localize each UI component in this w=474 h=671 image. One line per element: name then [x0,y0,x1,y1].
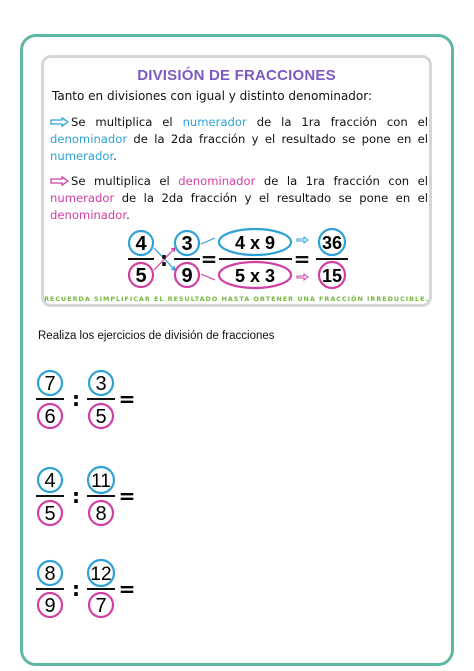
exercise-a-denominator: 6 [44,406,56,428]
rule-text: de la 2da fracción y el resultado se pone en el [127,132,428,146]
exercise-b-numerator: 3 [95,373,107,395]
keyword-numerator: numerador [182,115,247,129]
rule-text: de la 1ra fracción con el [255,174,428,188]
example-product-denominator: 5 x 3 [234,266,276,286]
rule-card [41,55,432,307]
division-sign: : [72,577,80,601]
arrow-right-icon [201,238,215,244]
keyword-denominator: denominador [50,132,128,146]
exercise-a-denominator: 9 [44,595,56,617]
card-title: DIVISIÓN DE FRACCIONES [137,67,336,84]
rule-text: de la 1ra fracción con el [246,115,428,129]
exercise-3 [30,558,150,630]
exercise-a-numerator: 4 [44,470,56,492]
division-sign: : [160,247,168,271]
rule-denominator [50,173,428,224]
exercise-b-numerator: 11 [91,471,111,492]
exercise-b-denominator: 7 [95,595,107,617]
equals-sign: = [293,247,311,271]
arrow-right-icon [50,176,69,186]
exercise-a-numerator: 8 [44,563,56,585]
exercise-b-denominator: 5 [95,406,107,428]
equals-sign: = [118,484,136,508]
example-b-denominator: 9 [181,265,193,287]
rule-text: de la 2da fracción y el resultado se pone en el [114,191,428,205]
equals-sign: = [118,387,136,411]
example-result-denominator: 15 [321,266,343,286]
equals-sign: = [118,577,136,601]
exercise-b-denominator: 8 [95,503,107,525]
intro-text: Tanto en divisiones con igual y distinto denominador: [52,89,373,103]
arrow-right-icon [297,237,308,243]
rule-text: . [126,208,130,222]
exercise-1 [30,366,150,438]
rule-numerator [50,114,428,165]
arrow-right-icon [297,274,308,280]
rule-text: Se multiplica el [71,174,179,188]
example-result-numerator: 36 [321,233,343,253]
example-a-denominator: 5 [135,265,147,287]
worked-example [124,228,354,290]
exercise-b-numerator: 12 [90,564,112,585]
keyword-denominator: denominador [178,174,256,188]
division-sign: : [72,387,80,411]
division-sign: : [72,484,80,508]
exercise-2 [30,463,150,535]
example-product-numerator: 4 x 9 [234,233,276,253]
exercise-instruction: Realiza los ejercicios de división de fracciones [38,330,275,342]
rule-text: . [113,149,117,163]
keyword-numerator: numerador [50,149,114,163]
arrow-right-icon [201,274,215,280]
rule-text: Se multiplica el [71,115,183,129]
simplify-note: RECUERDA SIMPLIFICAR EL RESULTADO HASTA OBTENER UNA FRACCIÓN IRREDUCIBLE. [44,295,429,303]
example-b-numerator: 3 [181,233,193,255]
keyword-numerator: numerador [50,191,115,205]
exercise-a-numerator: 7 [44,373,56,395]
arrow-right-icon [50,117,69,127]
exercise-a-denominator: 5 [44,503,56,525]
equals-sign: = [200,247,218,271]
example-a-numerator: 4 [135,233,147,255]
keyword-denominator: denominador [50,208,127,222]
